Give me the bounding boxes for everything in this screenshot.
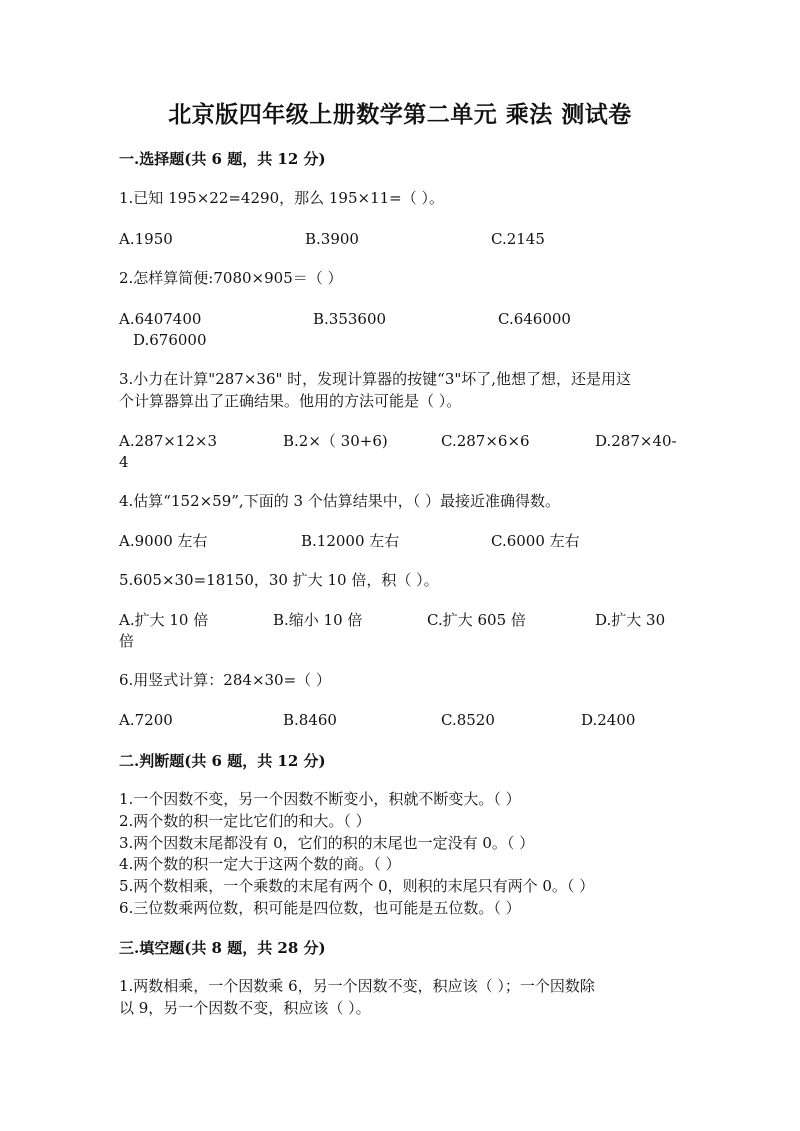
section-heading-fill-in: 三.填空题(共 8 题，共 28 分) <box>119 939 326 957</box>
option-a: A.9000 左右 <box>119 532 208 550</box>
question-stem-line2: 个计算器算出了正确结果。他用的方法可能是（ ）。 <box>119 392 462 410</box>
question-stem-line1: 3.小力在计算"287×36" 时，发现计算器的按键“3"坏了,他想了想，还是用这 <box>119 370 632 388</box>
true-false-item: 1.一个因数不变，另一个因数不断变小，积就不断变大。（ ） <box>119 790 521 808</box>
option-d: D.287×40- <box>595 432 677 450</box>
option-b: B.12000 左右 <box>301 532 400 550</box>
option-b: B.3900 <box>305 230 359 248</box>
option-d: D.扩大 30 <box>595 611 666 629</box>
option-b: B.8460 <box>283 711 337 729</box>
option-a: A.7200 <box>119 711 173 729</box>
option-b: B.2×（ 30+6) <box>283 432 388 450</box>
fill-in-stem-line1: 1.两数相乘，一个因数乘 6，另一个因数不变，积应该（ ）；一个因数除 <box>119 977 595 995</box>
option-b: B.缩小 10 倍 <box>273 611 363 629</box>
option-d: D.2400 <box>581 711 636 729</box>
option-a: A.287×12×3 <box>119 432 217 450</box>
option-c: C.8520 <box>441 711 495 729</box>
option-c: C.646000 <box>498 310 571 328</box>
option-a: A.6407400 <box>119 310 202 328</box>
true-false-item: 6.三位数乘两位数，积可能是四位数，也可能是五位数。（ ） <box>119 899 521 917</box>
option-c: C.2145 <box>491 230 545 248</box>
section-heading-true-false: 二.判断题(共 6 题，共 12 分) <box>119 752 326 770</box>
question-stem: 4.估算“152×59”,下面的 3 个估算结果中，（ ）最接近准确得数。 <box>119 492 561 510</box>
question-stem: 1.已知 195×22=4290，那么 195×11=（ ）。 <box>119 189 444 207</box>
question-stem: 2.怎样算简便:7080×905＝（ ） <box>119 269 343 287</box>
true-false-item: 2.两个数的积一定比它们的和大。（ ） <box>119 812 371 830</box>
option-d: D.676000 <box>133 331 207 349</box>
page-title: 北京版四年级上册数学第二单元 乘法 测试卷 <box>168 101 632 128</box>
option-a: A.1950 <box>119 230 173 248</box>
option-a: A.扩大 10 倍 <box>119 611 209 629</box>
option-c: C.扩大 605 倍 <box>427 611 526 629</box>
question-stem: 6.用竖式计算：284×30=（ ） <box>119 671 331 689</box>
option-d-continued: 倍 <box>119 632 135 650</box>
question-stem: 5.605×30=18150，30 扩大 10 倍，积（ ）。 <box>119 571 439 589</box>
option-d-continued: 4 <box>119 453 129 471</box>
option-b: B.353600 <box>313 310 387 328</box>
option-c: C.287×6×6 <box>441 432 530 450</box>
option-c: C.6000 左右 <box>491 532 580 550</box>
section-heading-choice: 一.选择题(共 6 题，共 12 分) <box>119 150 326 168</box>
true-false-item: 3.两个因数末尾都没有 0，它们的积的末尾也一定没有 0。（ ） <box>119 834 535 852</box>
fill-in-stem-line2: 以 9，另一个因数不变，积应该（ ）。 <box>119 999 371 1017</box>
true-false-item: 4.两个数的积一定大于这两个数的商。（ ） <box>119 855 401 873</box>
true-false-item: 5.两个数相乘，一个乘数的末尾有两个 0，则积的末尾只有两个 0。（ ） <box>119 877 595 895</box>
